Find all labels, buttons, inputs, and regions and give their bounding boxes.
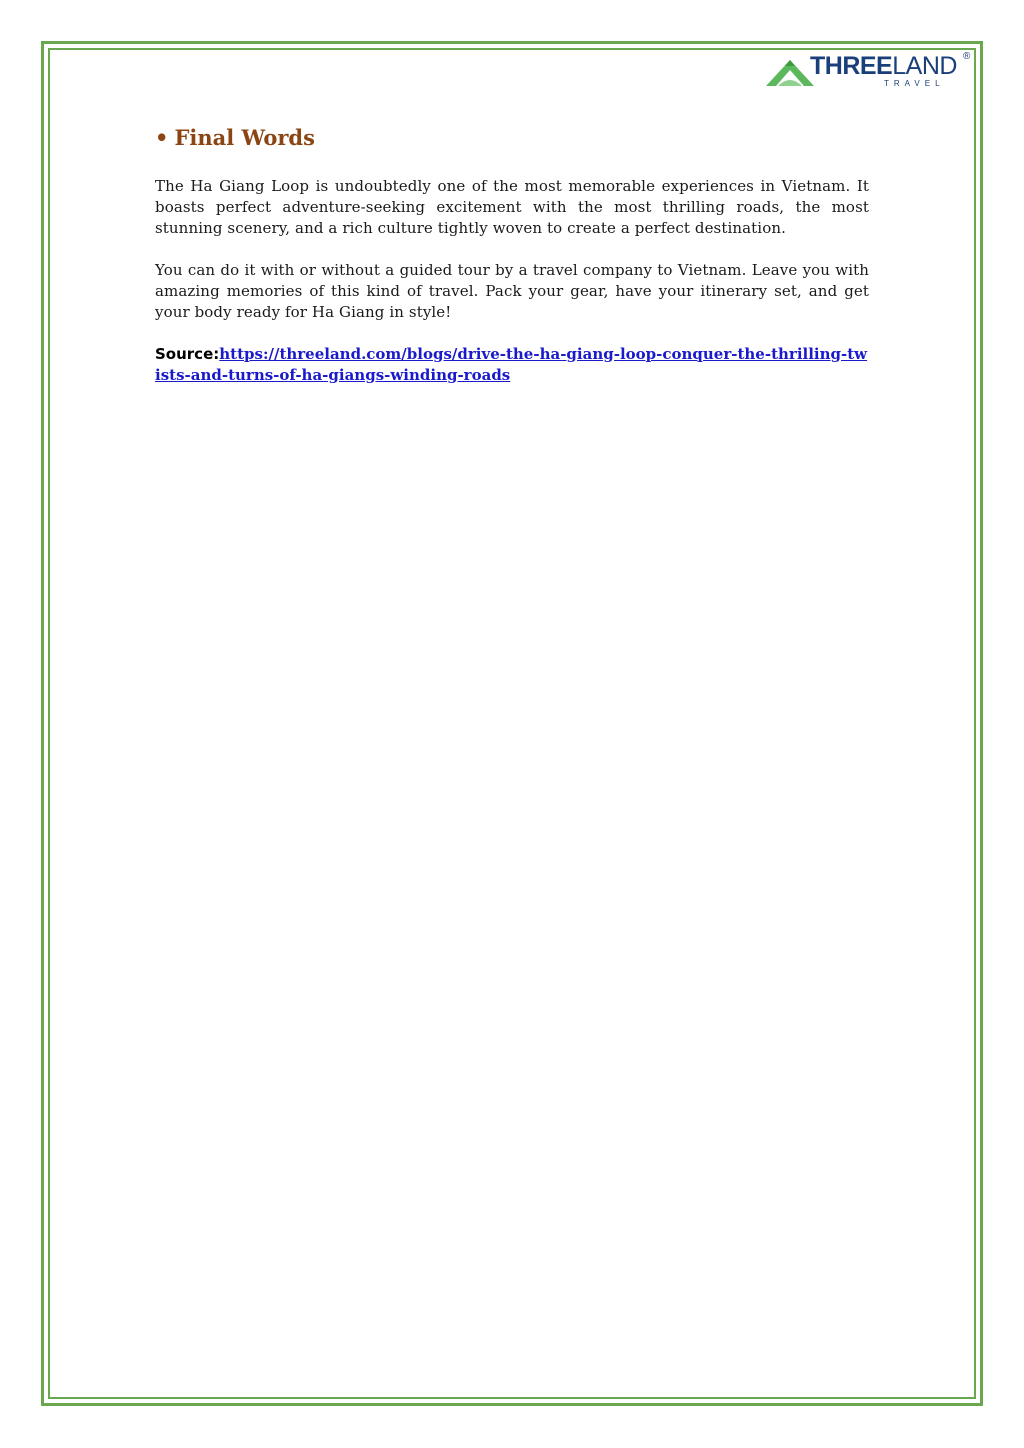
section-title: Final Words: [174, 125, 315, 150]
paragraph: You can do it with or without a guided tour by a travel company to Vietnam. Leave you with amazing memories of this kind of travel. Pack your gear, have your itinerary set, and get your body ready for Ha Giang in style!: [155, 261, 869, 321]
source-line: [155, 344, 869, 386]
source-link[interactable]: https://threeland.com/blogs/drive-the-ha-giang-loop-conquer-the-thrilling-twists-and-turns-of-ha-giangs-winding-roads: [155, 345, 868, 384]
article-content: [155, 124, 869, 386]
section-heading: [155, 124, 869, 152]
paragraph: The Ha Giang Loop is undoubtedly one of the most memorable experiences in Vietnam. It boasts perfect adventure-seeking excitement with the most thrilling roads, the most stunning scenery, and a rich culture tightly woven to create a perfect destination.: [155, 177, 869, 237]
registered-mark: ®: [963, 51, 971, 62]
logo-word-bold: THREE: [810, 52, 893, 80]
logo-subtitle: TRAVEL: [884, 79, 945, 88]
source-label: Source:: [155, 345, 220, 363]
logo-word-light: LAND: [892, 52, 957, 80]
threeland-travel-logo: [764, 52, 976, 92]
logo-wordmark: [810, 52, 957, 80]
heading-bullet: •: [155, 125, 169, 150]
